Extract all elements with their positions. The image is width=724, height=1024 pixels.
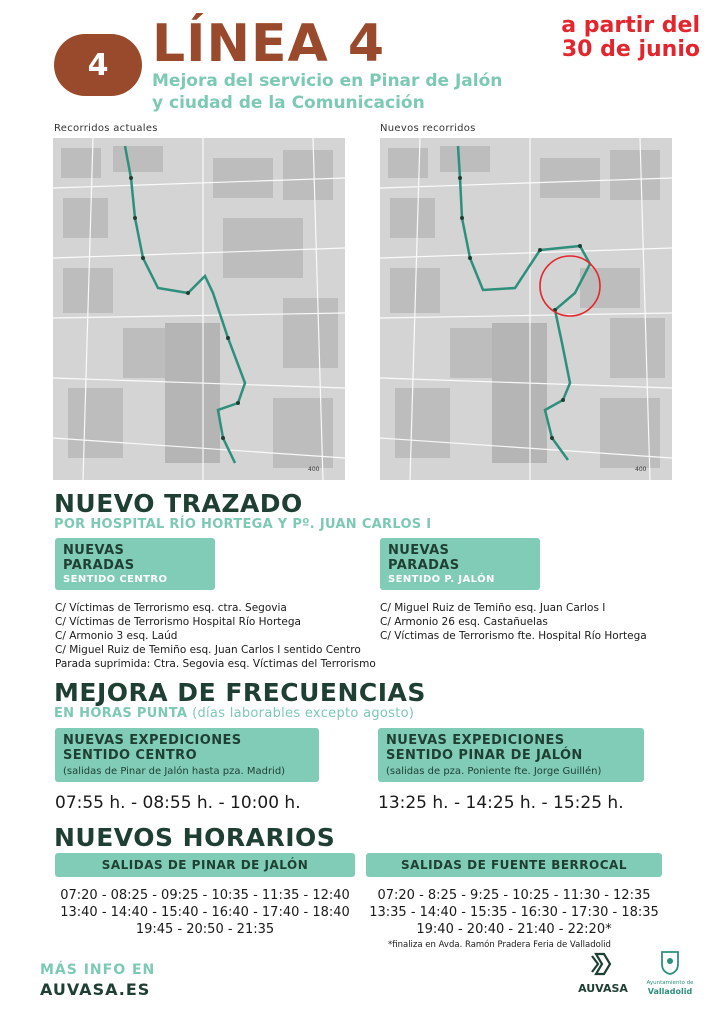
new-routes-label: Nuevos recorridos xyxy=(380,123,476,134)
list-item: Parada suprimida: Ctra. Segovia esq. Víctimas del Terrorismo xyxy=(55,658,376,670)
frecuencias-title: MEJORA DE FRECUENCIAS xyxy=(54,678,426,707)
frecuencias-subtitle xyxy=(54,706,414,722)
list-item: C/ Armonio 3 esq. Laúd xyxy=(55,630,178,642)
ayuntamiento-logo xyxy=(638,950,702,996)
berrocal-footnote: *finaliza en Avda. Ramón Pradera Feria de Valladolid xyxy=(388,940,611,950)
list-item: C/ Miguel Ruiz de Temiño esq. Juan Carlos I xyxy=(380,602,606,614)
paradas-centro-title: NUEVAS PARADAS xyxy=(63,543,135,573)
current-routes-map xyxy=(53,138,345,480)
berrocal-schedule-heading: SALIDAS DE FUENTE BERROCAL xyxy=(366,853,662,877)
website-link[interactable]: AUVASA.ES xyxy=(40,980,151,999)
schedule-line: 19:45 - 20:50 - 21:35 xyxy=(135,922,275,937)
schedule-line: 13:35 - 14:40 - 15:35 - 16:30 - 17:30 - 18:35 xyxy=(369,905,659,920)
more-info-label: MÁS INFO EN xyxy=(40,962,156,978)
list-item: C/ Víctimas de Terrorismo Hospital Río Hortega xyxy=(55,616,301,628)
paradas-jalon-title: NUEVAS PARADAS xyxy=(388,543,460,573)
pinar-schedule xyxy=(55,887,355,938)
paradas-centro-direction: SENTIDO CENTRO xyxy=(63,574,168,585)
schedule-line: 13:40 - 14:40 - 15:40 - 16:40 - 17:40 - 18:40 xyxy=(60,905,350,920)
page-title: LÍNEA 4 xyxy=(152,14,386,74)
new-routes-map xyxy=(380,138,672,480)
trazado-subtitle: POR HOSPITAL RÍO HORTEGA Y Pº. JUAN CARLOS I xyxy=(54,517,432,532)
schedule-line: 19:40 - 20:40 - 21:40 - 22:20* xyxy=(416,922,612,937)
expediciones-jalon-box xyxy=(378,728,644,782)
auvasa-logo-icon xyxy=(570,950,636,978)
date-line2: 30 de junio xyxy=(561,37,700,62)
expediciones-centro-title: NUEVAS EXPEDICIONES SENTIDO CENTRO xyxy=(63,733,242,763)
list-item: C/ Miguel Ruiz de Temiño esq. Juan Carlos I sentido Centro xyxy=(55,644,361,656)
subtitle-line2: y ciudad de la Comunicación xyxy=(152,93,425,113)
current-routes-label: Recorridos actuales xyxy=(54,123,158,134)
expediciones-centro-note: (salidas de Pinar de Jalón hasta pza. Madrid) xyxy=(63,766,286,777)
expediciones-jalon-times: 13:25 h. - 14:25 h. - 15:25 h. xyxy=(378,793,624,813)
paradas-jalon-box xyxy=(380,538,540,590)
frecuencias-subtitle-main: EN HORAS PUNTA xyxy=(54,706,188,721)
paradas-jalon-direction: SENTIDO P. JALÓN xyxy=(388,574,495,585)
list-item: C/ Armonio 26 esq. Castañuelas xyxy=(380,616,548,628)
list-item: C/ Víctimas de Terrorismo fte. Hospital Río Hortega xyxy=(380,630,647,642)
auvasa-logo xyxy=(570,950,636,996)
subtitle-line1: Mejora del servicio en Pinar de Jalón xyxy=(152,71,503,91)
date-line1: a partir del xyxy=(561,13,700,38)
horarios-title: NUEVOS HORARIOS xyxy=(54,823,336,852)
paradas-centro-box xyxy=(55,538,215,590)
line-badge: 4 xyxy=(54,34,142,96)
stops-centro-list xyxy=(55,601,376,671)
new-map-scale: 400 xyxy=(635,466,647,473)
stops-jalon-list xyxy=(380,601,647,643)
pinar-schedule-heading: SALIDAS DE PINAR DE JALÓN xyxy=(55,853,355,877)
ayto-line1: Ayuntamiento de xyxy=(646,980,694,986)
coat-of-arms-icon xyxy=(638,950,702,976)
berrocal-schedule xyxy=(366,887,662,938)
page-subtitle xyxy=(152,70,502,114)
auvasa-logo-text: AUVASA xyxy=(578,982,628,995)
frecuencias-subtitle-note: (días laborables excepto agosto) xyxy=(192,706,415,721)
expediciones-centro-box xyxy=(55,728,319,782)
trazado-title: NUEVO TRAZADO xyxy=(54,489,303,518)
expediciones-centro-times: 07:55 h. - 08:55 h. - 10:00 h. xyxy=(55,793,301,813)
schedule-line: 07:20 - 8:25 - 9:25 - 10:25 - 11:30 - 12:35 xyxy=(377,888,651,903)
list-item: C/ Víctimas de Terrorismo esq. ctra. Segovia xyxy=(55,602,287,614)
ayto-line2: Valladolid xyxy=(647,987,693,996)
start-date xyxy=(561,14,700,62)
expediciones-jalon-title: NUEVAS EXPEDICIONES SENTIDO PINAR DE JALÓN xyxy=(386,733,583,763)
current-map-scale: 400 xyxy=(308,466,320,473)
schedule-line: 07:20 - 08:25 - 09:25 - 10:35 - 11:35 - 12:40 xyxy=(60,888,350,903)
expediciones-jalon-note: (salidas de pza. Poniente fte. Jorge Guillén) xyxy=(386,766,602,777)
